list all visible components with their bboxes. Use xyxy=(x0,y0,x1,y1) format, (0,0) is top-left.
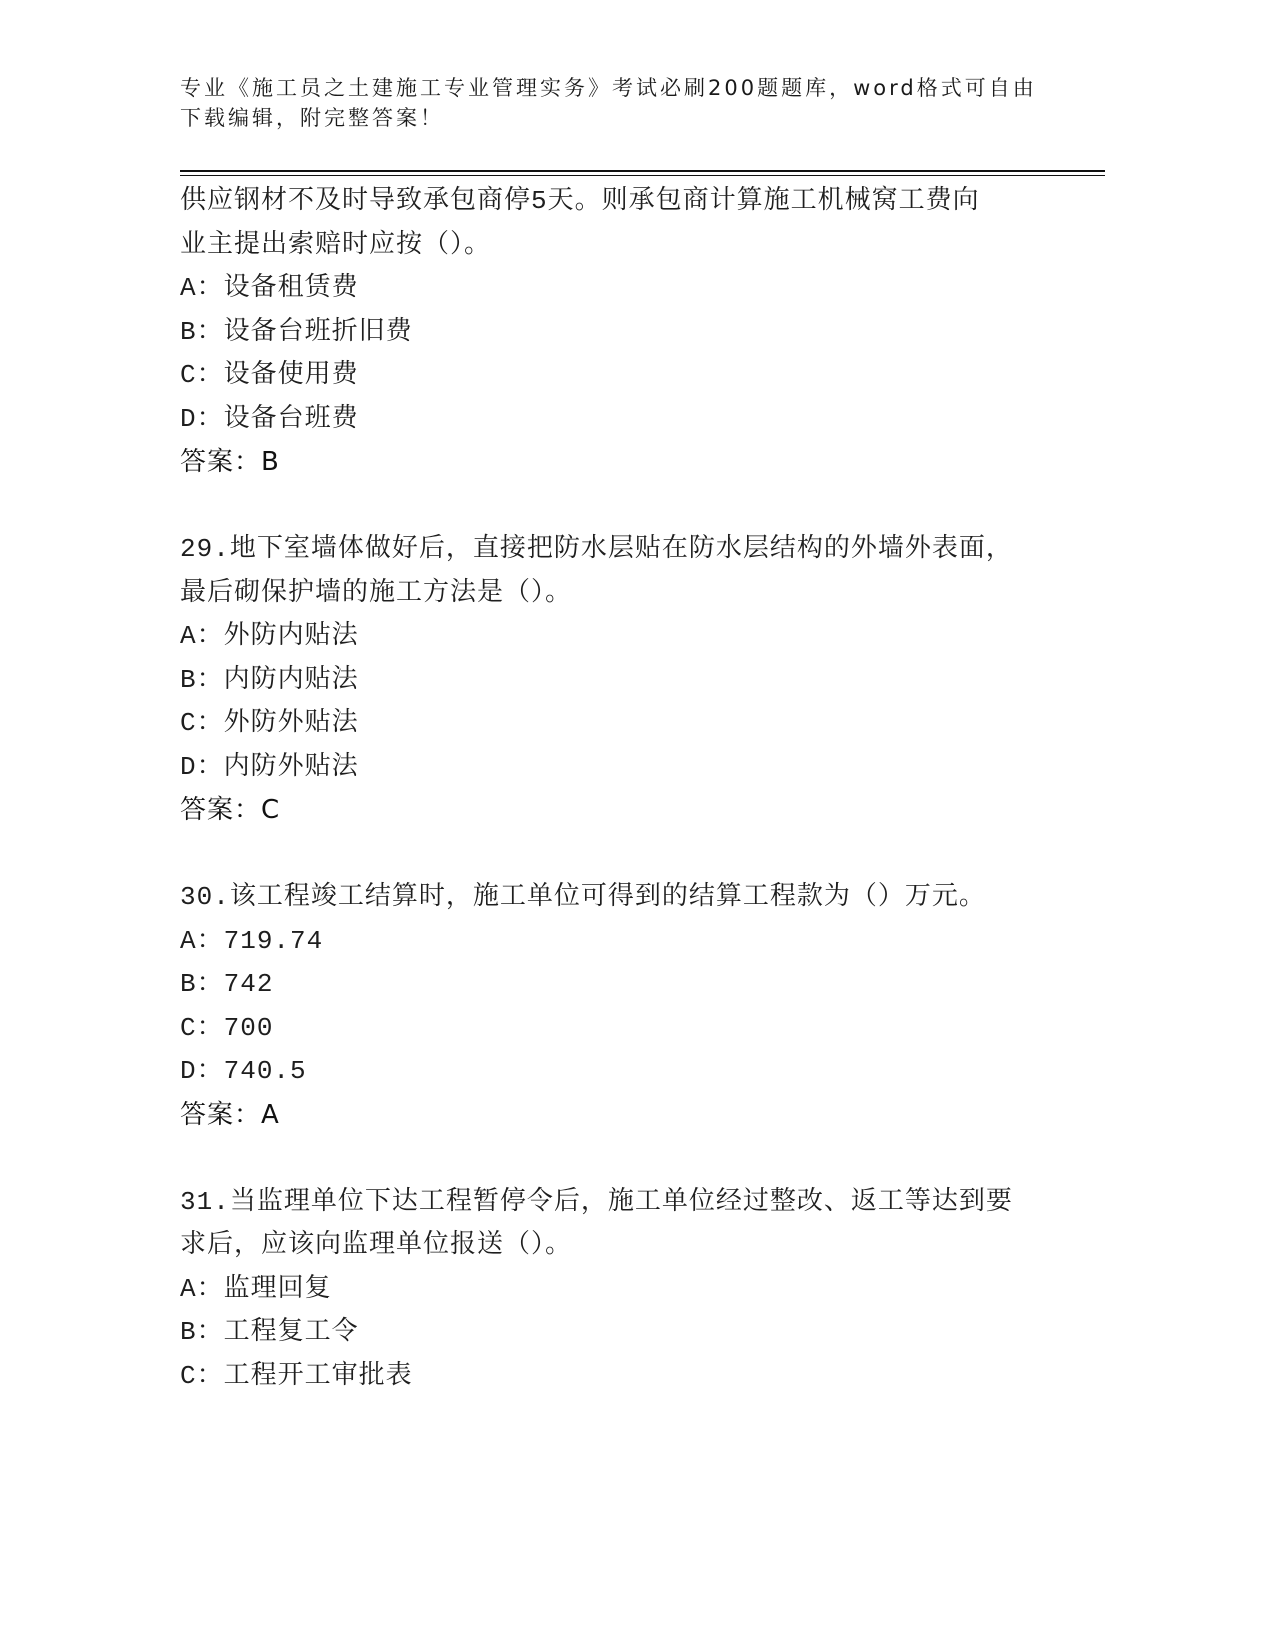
option-separator: ： xyxy=(196,751,224,782)
option-row xyxy=(180,746,1013,790)
option-key: B xyxy=(180,664,197,695)
option-key: D xyxy=(180,1056,197,1086)
question-stem-line xyxy=(180,528,1013,572)
option-text: 内防内贴法 xyxy=(223,664,359,695)
option-key: C xyxy=(180,708,197,738)
question-stem-text: 当监理单位下达工程暂停令后，施工单位经过整改、返工等达到要 xyxy=(229,1186,1013,1217)
answer-label: 答案： xyxy=(180,795,262,825)
question-stem-text: 最后砌保护墙的施工方法是（）。 xyxy=(180,577,573,608)
option-separator: ： xyxy=(196,403,224,434)
option-text: 设备台班折旧费 xyxy=(223,316,413,347)
header-title-line: 下载编辑，附完整答案！ xyxy=(180,106,444,130)
option-separator: ： xyxy=(196,273,224,303)
option-key: C xyxy=(180,1360,197,1391)
option-text: 监理回复 xyxy=(223,1273,332,1304)
question-stem-line xyxy=(180,876,1013,920)
question-number: 30. xyxy=(180,882,230,912)
option-separator: ： xyxy=(196,1273,224,1304)
question-stem-text: 地下室墙体做好后，直接把防水层贴在防水层结构的外墙外表面， xyxy=(229,534,1013,564)
option-separator: ： xyxy=(196,621,224,651)
question-stem-text: 该工程竣工结算时，施工单位可得到的结算工程款为（）万元。 xyxy=(229,882,986,912)
option-key: D xyxy=(180,751,197,782)
question-stem-text: 求后，应该向监理单位报送（）。 xyxy=(180,1230,573,1260)
option-row xyxy=(180,1007,1013,1051)
option-key: C xyxy=(180,1012,197,1043)
option-key: C xyxy=(180,360,197,390)
option-row xyxy=(180,615,1013,659)
answer-value: C xyxy=(261,795,281,825)
option-text: 719.74 xyxy=(223,925,324,956)
answer-value: B xyxy=(261,447,280,477)
option-key: A xyxy=(180,273,197,303)
option-key: B xyxy=(180,969,197,999)
answer-value: A xyxy=(261,1099,280,1130)
option-separator: ： xyxy=(196,925,224,956)
question-block xyxy=(180,528,1013,833)
option-key: D xyxy=(180,403,197,434)
option-row xyxy=(180,1050,1013,1094)
option-row xyxy=(180,311,1013,355)
question-number: 29. xyxy=(180,534,230,564)
answer-line xyxy=(180,441,1013,485)
question-block xyxy=(180,1181,1013,1399)
option-key: A xyxy=(180,621,197,651)
option-key: A xyxy=(180,1273,197,1304)
option-row xyxy=(180,963,1013,1007)
question-stem-line xyxy=(180,224,1013,268)
option-separator: ： xyxy=(196,316,224,347)
document-header xyxy=(180,73,1037,133)
question-list xyxy=(180,180,1013,1398)
question-stem-line xyxy=(180,572,1013,616)
option-text: 740.5 xyxy=(223,1056,307,1086)
option-separator: ： xyxy=(196,360,224,390)
option-separator: ： xyxy=(196,969,224,999)
option-row xyxy=(180,398,1013,442)
question-stem-line xyxy=(180,1224,1013,1268)
option-text: 外防外贴法 xyxy=(223,708,359,738)
option-separator: ： xyxy=(196,1056,224,1086)
option-separator: ： xyxy=(196,1012,224,1043)
option-text: 700 xyxy=(223,1012,274,1043)
option-separator: ： xyxy=(196,708,224,738)
option-text: 内防外贴法 xyxy=(223,751,359,782)
option-key: A xyxy=(180,925,197,956)
answer-label: 答案： xyxy=(180,447,262,477)
option-row xyxy=(180,659,1013,703)
header-double-rule xyxy=(180,170,1105,176)
option-row xyxy=(180,920,1013,964)
option-row xyxy=(180,267,1013,311)
option-separator: ： xyxy=(196,1360,224,1391)
option-row xyxy=(180,1268,1013,1312)
option-row xyxy=(180,702,1013,746)
option-text: 设备台班费 xyxy=(223,403,359,434)
option-text: 设备租赁费 xyxy=(223,273,359,303)
option-row xyxy=(180,354,1013,398)
answer-label: 答案： xyxy=(180,1099,262,1130)
option-text: 742 xyxy=(223,969,274,999)
question-stem-line xyxy=(180,180,1013,224)
option-separator: ： xyxy=(196,664,224,695)
question-number: 31. xyxy=(180,1186,230,1217)
option-key: B xyxy=(180,1317,197,1347)
option-text: 外防内贴法 xyxy=(223,621,359,651)
option-text: 工程开工审批表 xyxy=(223,1360,413,1391)
answer-line xyxy=(180,789,1013,833)
answer-line xyxy=(180,1094,1013,1138)
question-block xyxy=(180,876,1013,1137)
question-stem-text: 供应钢材不及时导致承包商停5天。则承包商计算施工机械窝工费向 xyxy=(180,186,980,216)
option-separator: ： xyxy=(196,1317,224,1347)
option-row xyxy=(180,1311,1013,1355)
option-row xyxy=(180,1355,1013,1399)
question-stem-line xyxy=(180,1181,1013,1225)
question-block xyxy=(180,180,1013,485)
header-title-line: 专业《施工员之土建施工专业管理实务》考试必刷200题题库，word格式可自由 xyxy=(180,76,1037,100)
question-stem-text: 业主提出索赔时应按（）。 xyxy=(180,229,492,260)
option-key: B xyxy=(180,316,197,347)
option-text: 设备使用费 xyxy=(223,360,359,390)
option-text: 工程复工令 xyxy=(223,1317,359,1347)
